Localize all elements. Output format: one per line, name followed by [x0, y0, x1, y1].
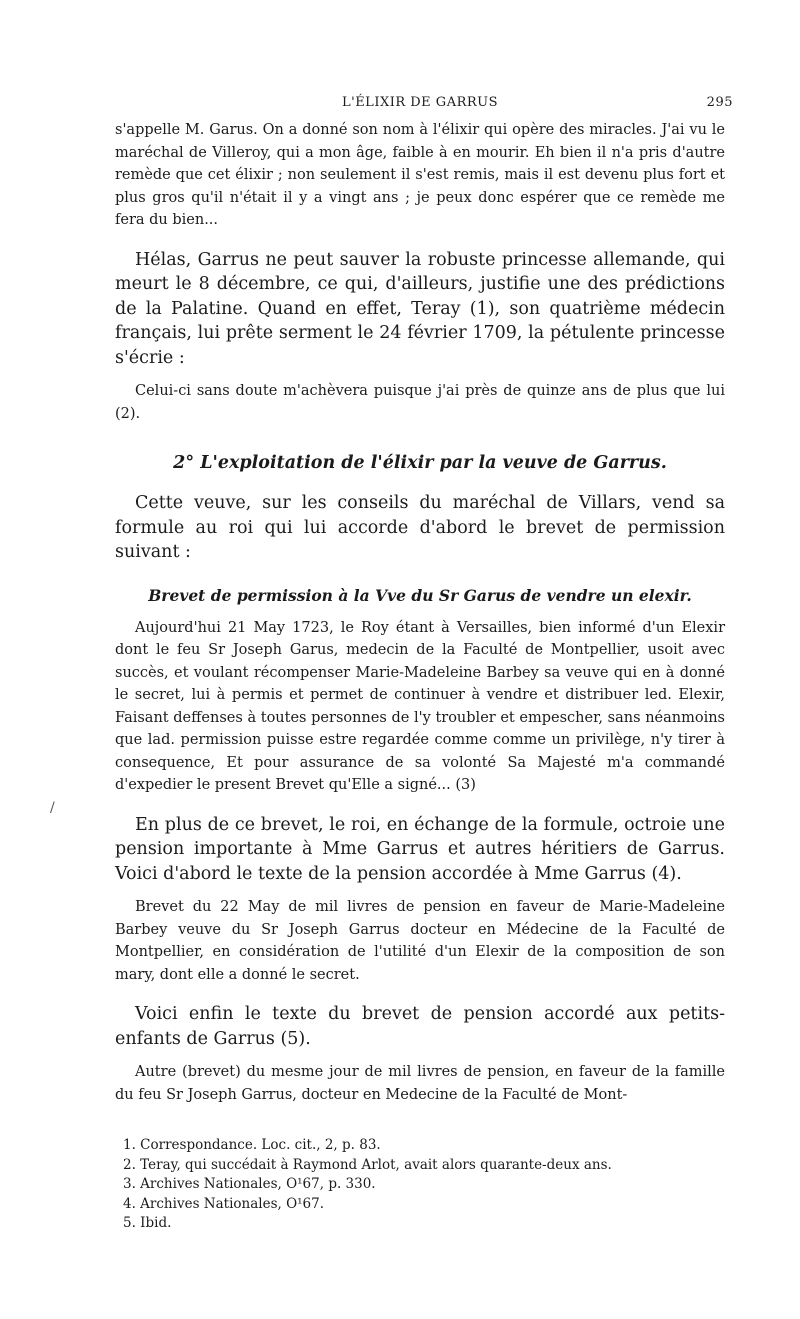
quote-paragraph-palatine: Celui-ci sans doute m'achèvera puisque j'ai près de quinze ans de plus que lui (2).	[115, 383, 725, 422]
brevet-text-permission: Aujourd'hui 21 May 1723, le Roy étant à Versailles, bien informé d'un Elexir dont le feu Sr Joseph Garus, medecin de la Faculté de Montpellier, usoit avec succès, et voulant récompenser Marie-Madeleine Barbey sa veuve qui en à donné le secret, lui à permis et permet de continuer à vendre et distribuer led. Elexir, Faisant deffenses à toutes personnes de l'y troubler et empescher, sans néanmoins que lad. permission puisse estre regardée comme comme un privilège, n'y tirer à consequence, Et pour assurance de sa volonté Sa Majesté m'a commandé d'expedier le present Brevet qu'Elle a signé... (3)	[115, 619, 725, 793]
section-heading: 2° L'exploitation de l'élixir par la veuve de Garrus.	[173, 453, 667, 473]
body-paragraph-grandchildren: Voici enfin le texte du brevet de pension accordé aux petits-enfants de Garrus (5).	[115, 1004, 725, 1049]
running-title: L'ÉLIXIR DE GARRUS	[341, 95, 499, 110]
footnote-3: 3. Archives Nationales, O¹67, p. 330.	[123, 1176, 376, 1192]
footnote-5: 5. Ibid.	[123, 1215, 172, 1231]
body-paragraph-widow: Cette veuve, sur les conseils du maréchal de Villars, vend sa formule au roi qui lui accorde d'abord le brevet de permission suivant :	[115, 493, 725, 562]
body-paragraph-garrus-death: Hélas, Garrus ne peut sauver la robuste princesse allemande, qui meurt le 8 décembre, ce qui, d'ailleurs, justifie une des prédictions de la Palatine. Quand en effet, Teray (1), son quatrième médecin français, lui prête serment le 24 février 1709, la pétulente princesse s'écrie :	[115, 249, 725, 368]
body-paragraph-pension: En plus de ce brevet, le roi, en échange de la formule, octroie une pension importante à Mme Garrus et autres héritiers de Garrus. Voici d'abord le texte de la pension accordée à Mme Garrus (4).	[115, 814, 725, 884]
brevet-text-pension-widow: Brevet du 22 May de mil livres de pension en faveur de Marie-Madeleine Barbey veuve du Sr Joseph Garrus docteur en Médecine de la Faculté de Montpellier, en considération de l'utilité d'un Elexir de la composition de son mary, dont elle a donné le secret.	[115, 899, 725, 983]
quote-paragraph-continued: s'appelle M. Garus. On a donné son nom à l'élixir qui opère des miracles. J'ai vu le maréchal de Villeroy, qui a mon âge, faible à en mourir. Eh bien il n'a pris d'autre remède que cet élixir ; non seulement il s'est remis, mais il est devenu plus fort et plus gros qu'il n'était il y a vingt ans ; je peux donc espérer que ce remède me fera du bien...	[115, 122, 725, 228]
footnote-2: 2. Teray, qui succédait à Raymond Arlot, avait alors quarante-deux ans.	[123, 1156, 612, 1173]
footnotes	[115, 1136, 725, 1234]
brevet-text-pension-family: Autre (brevet) du mesme jour de mil livres de pension, en faveur de la famille du feu Sr Joseph Garrus, docteur en Medecine de la Faculté de Mont-	[115, 1064, 725, 1103]
page-number: 295	[706, 95, 733, 110]
running-head	[115, 95, 733, 119]
book-page	[115, 95, 733, 1234]
brevet-heading: Brevet de permission à la Vve du Sr Garus de vendre un elexir.	[148, 585, 692, 605]
footnote-1: 1. Correspondance. Loc. cit., 2, p. 83.	[123, 1137, 381, 1153]
footnote-4: 4. Archives Nationales, O¹67.	[123, 1195, 325, 1212]
margin-mark: /	[50, 800, 55, 816]
